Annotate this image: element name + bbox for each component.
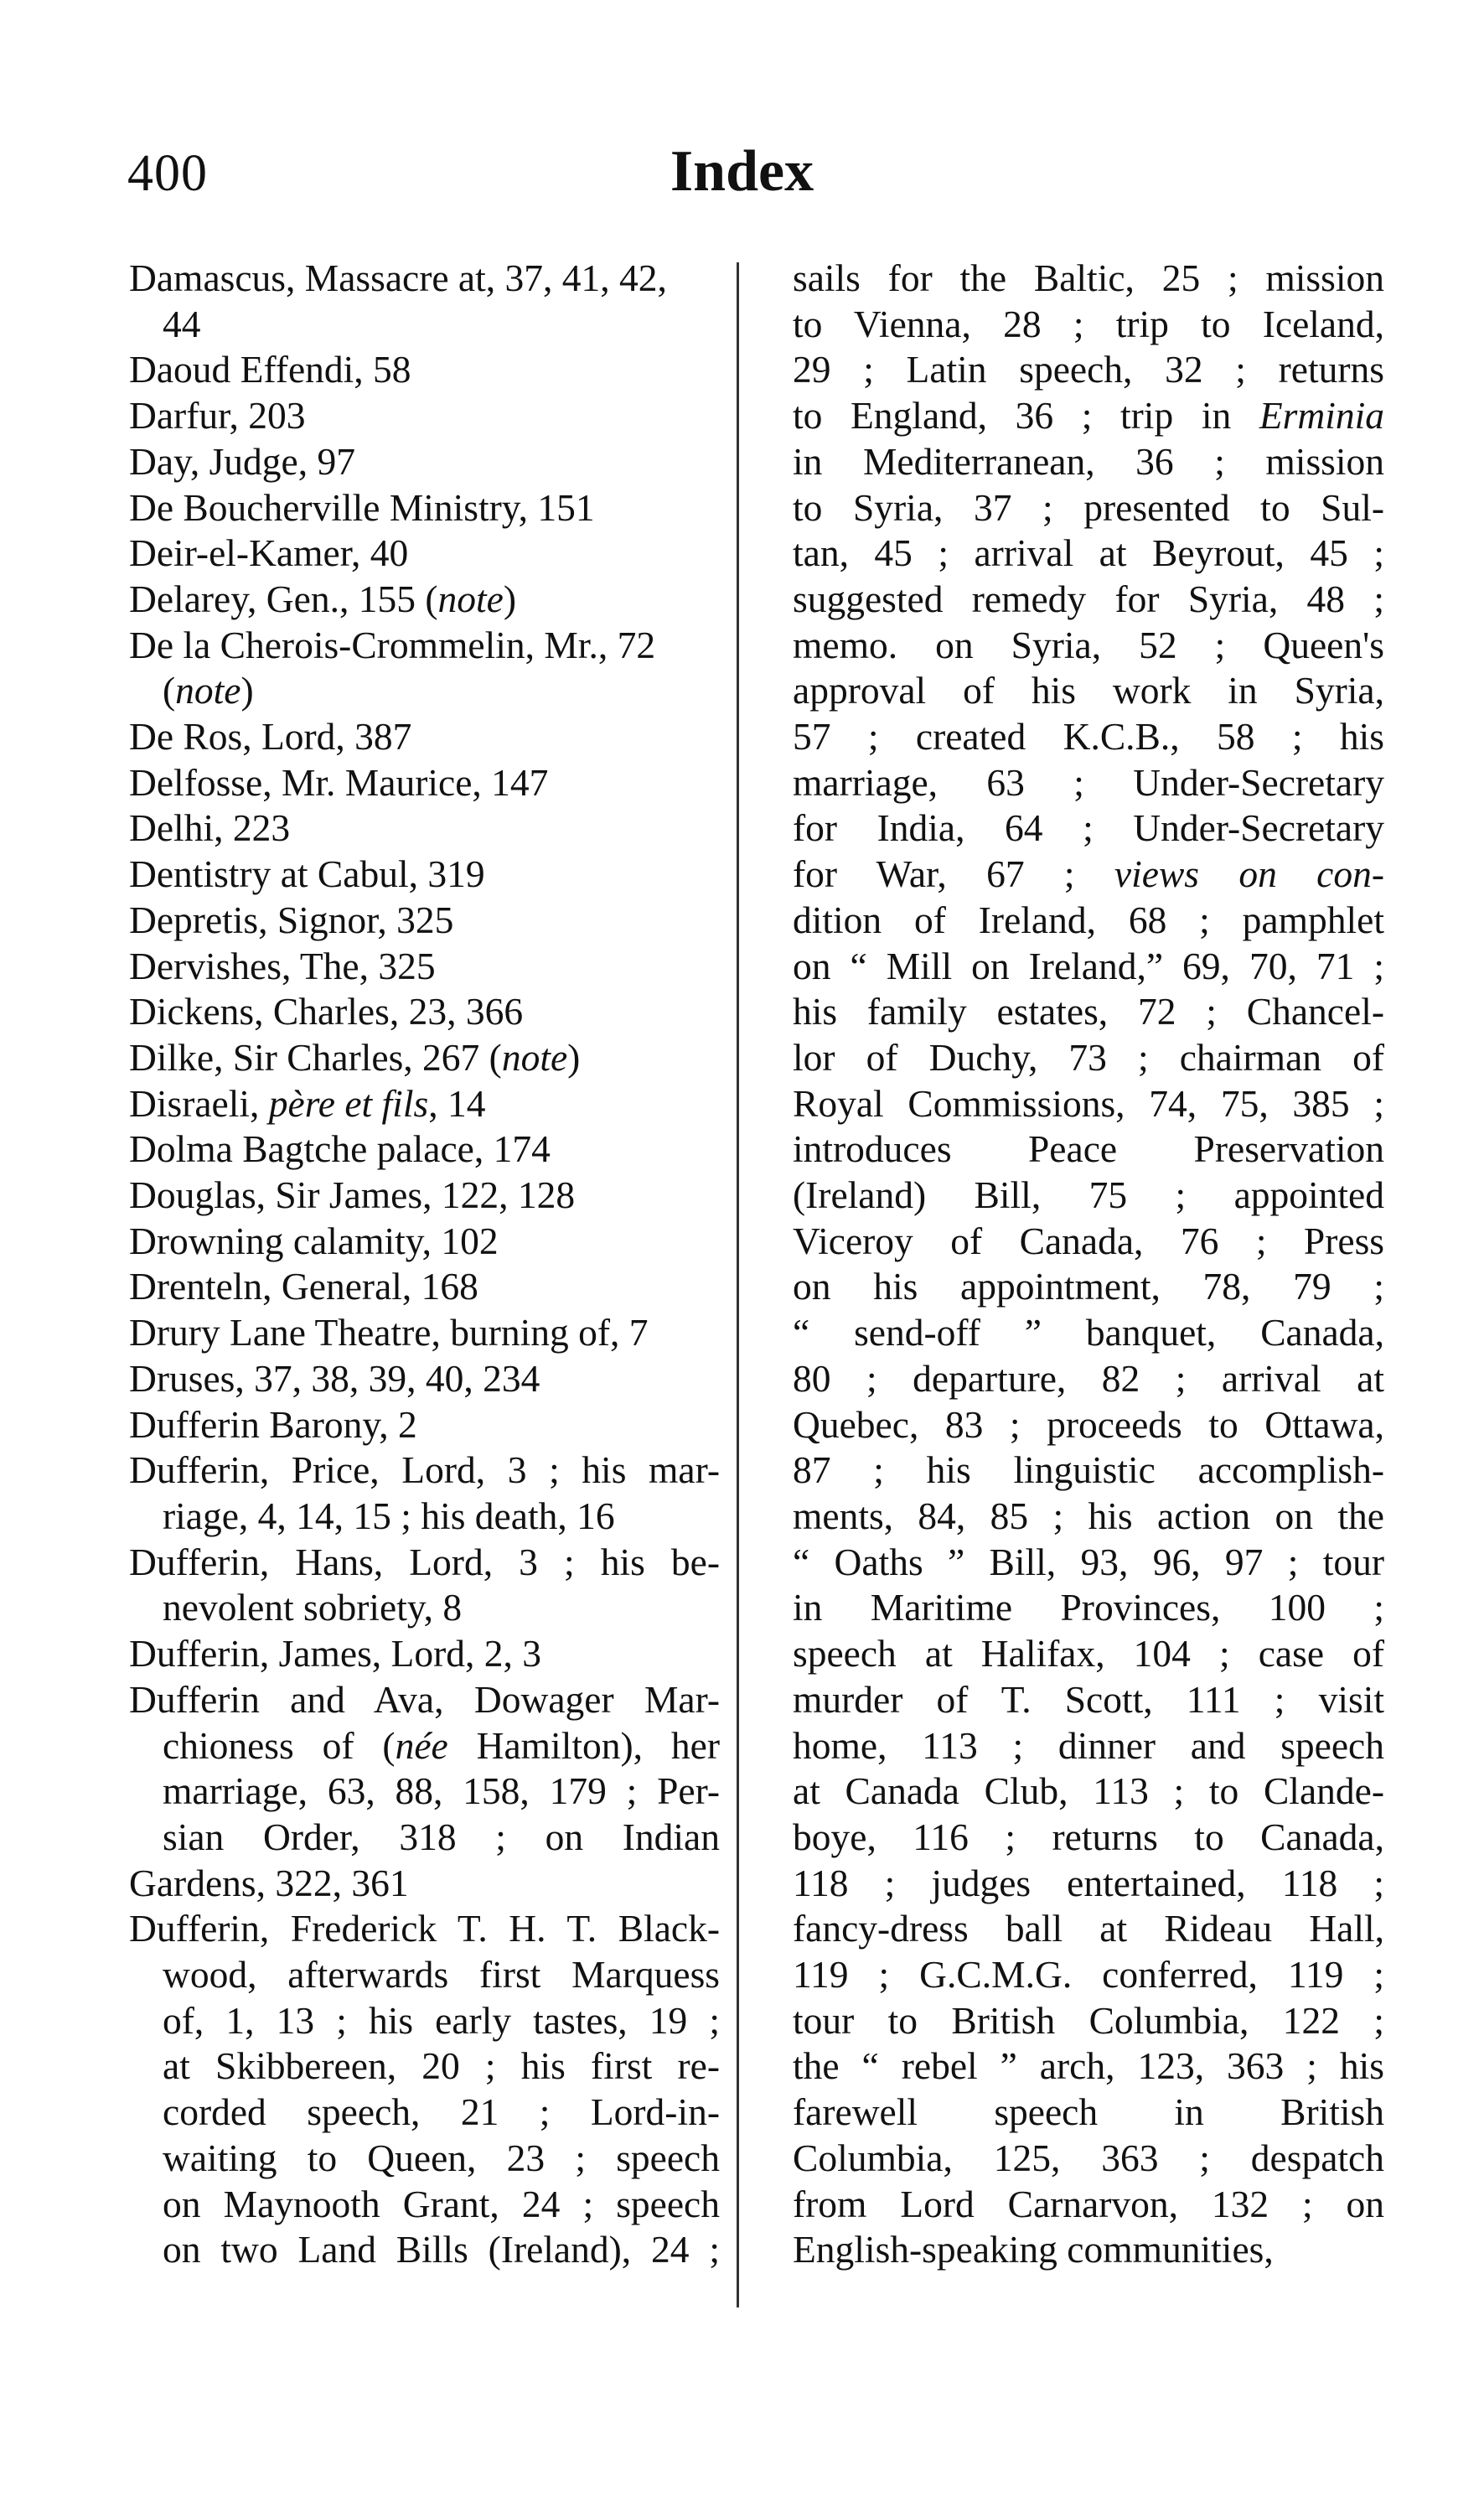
index-line: [129, 760, 720, 806]
index-line: [129, 898, 720, 944]
line-text: corded speech, 21 ; Lord-in-: [163, 2090, 720, 2134]
index-line: [129, 1585, 720, 1631]
index-line: [129, 1264, 720, 1310]
line-text: at Skibbereen, 20 ; his first re-: [163, 2044, 720, 2088]
line-text: sian Order, 318 ; on Indian: [163, 1815, 720, 1858]
index-line: [129, 347, 720, 393]
line-text: Disraeli,: [129, 1081, 269, 1125]
index-line: [129, 1448, 720, 1494]
line-text: De Boucherville Ministry, 151: [129, 485, 595, 529]
index-line: [129, 1677, 720, 1723]
index-line: [793, 1035, 1384, 1081]
index-line: [129, 1998, 720, 2044]
index-line: [793, 1540, 1384, 1586]
index-line: [793, 256, 1384, 302]
index-line: [129, 668, 720, 714]
line-text: (: [163, 669, 176, 712]
index-line: [793, 1585, 1384, 1631]
line-text: Dilke, Sir Charles, 267 (: [129, 1035, 502, 1079]
italic-text: note: [501, 1035, 568, 1079]
index-line: [793, 531, 1384, 577]
index-line: [129, 1081, 720, 1127]
line-text: 119 ; G.C.M.G. conferred, 119 ;: [793, 1953, 1384, 1997]
index-line: [793, 1356, 1384, 1402]
index-line: [793, 439, 1384, 485]
index-line: [793, 302, 1384, 348]
index-line: [129, 393, 720, 439]
index-line: [793, 2227, 1384, 2273]
line-text: Drenteln, General, 168: [129, 1265, 478, 1308]
index-line: [129, 577, 720, 623]
line-text: boye, 116 ; returns to Canada,: [793, 1815, 1384, 1858]
index-line: [793, 668, 1384, 714]
index-line: [129, 1173, 720, 1219]
index-line: [129, 1631, 720, 1677]
index-line: [129, 989, 720, 1035]
index-line: [793, 1906, 1384, 1952]
line-text: Quebec, 83 ; proceeds to Ottawa,: [793, 1402, 1384, 1446]
index-line: [793, 852, 1384, 898]
italic-text: née: [395, 1723, 448, 1767]
index-line: [129, 1310, 720, 1356]
index-line: [793, 1081, 1384, 1127]
line-text: Dentistry at Cabul, 319: [129, 852, 485, 896]
line-text: Dufferin, James, Lord, 2, 3: [129, 1632, 541, 1676]
line-text: Dufferin and Ava, Dowager Mar-: [129, 1677, 720, 1721]
line-text: Dickens, Charles, 23, 366: [129, 990, 524, 1033]
line-text: Delhi, 223: [129, 806, 291, 850]
line-text: wood, afterwards first Marquess: [163, 1953, 720, 1997]
index-right-column: [793, 256, 1384, 2273]
line-text: speech at Halifax, 104 ; case of: [793, 1632, 1384, 1676]
index-line: [793, 898, 1384, 944]
index-line: [129, 2182, 720, 2228]
line-text: (Ireland) Bill, 75 ; appointed: [793, 1173, 1384, 1217]
index-line: [793, 944, 1384, 990]
line-text: Viceroy of Canada, 76 ; Press: [793, 1219, 1384, 1262]
line-text: Dolma Bagtche palace, 174: [129, 1127, 551, 1171]
line-text: from Lord Carnarvon, 132 ; on: [793, 2182, 1384, 2225]
line-text: for War, 67 ;: [793, 852, 1114, 896]
line-text: to England, 36 ; trip in: [793, 394, 1259, 438]
index-line: [793, 1815, 1384, 1861]
index-line: [129, 1219, 720, 1265]
line-text: Royal Commissions, 74, 75, 385 ;: [793, 1081, 1384, 1125]
index-line: [129, 531, 720, 577]
index-line: [793, 347, 1384, 393]
line-text: home, 113 ; dinner and speech: [793, 1723, 1384, 1767]
line-text: Gardens, 322, 361: [129, 1861, 409, 1904]
index-line: [129, 944, 720, 990]
line-text: 118 ; judges entertained, 118 ;: [793, 1861, 1384, 1904]
line-text: suggested remedy for Syria, 48 ;: [793, 577, 1384, 620]
line-text: tour to British Columbia, 122 ;: [793, 1998, 1384, 2042]
index-line: [793, 1861, 1384, 1907]
line-text: murder of T. Scott, 111 ; visit: [793, 1677, 1384, 1721]
index-line: [129, 1035, 720, 1081]
index-line: [793, 2136, 1384, 2182]
line-text: fancy-dress ball at Rideau Hall,: [793, 1907, 1384, 1950]
column-divider: [737, 262, 739, 2307]
index-line: [793, 1219, 1384, 1265]
index-line: [129, 256, 720, 302]
line-text: ): [567, 1035, 581, 1079]
italic-text: note: [437, 577, 504, 620]
index-line: [129, 852, 720, 898]
line-text: on his appointment, 78, 79 ;: [793, 1265, 1384, 1308]
line-text: Darfur, 203: [129, 394, 306, 438]
italic-text: père et fils: [268, 1081, 429, 1125]
line-text: Dufferin, Price, Lord, 3 ; his mar-: [129, 1448, 720, 1492]
index-line: [793, 1402, 1384, 1448]
index-line: [129, 714, 720, 760]
line-text: Drury Lane Theatre, burning of, 7: [129, 1311, 649, 1354]
line-text: his family estates, 72 ; Chancel-: [793, 990, 1384, 1033]
page-number: 400: [127, 145, 208, 202]
line-text: to Vienna, 28 ; trip to Iceland,: [793, 302, 1384, 345]
line-text: Dufferin, Frederick T. H. T. Black-: [129, 1907, 720, 1950]
line-text: introduces Peace Preservation: [793, 1127, 1384, 1171]
line-text: lor of Duchy, 73 ; chairman of: [793, 1035, 1384, 1079]
line-text: , 14: [428, 1081, 486, 1125]
index-line: [129, 1356, 720, 1402]
line-text: “ send-off ” banquet, Canada,: [793, 1311, 1384, 1354]
italic-text: views on con-: [1114, 852, 1385, 896]
index-line: [793, 1173, 1384, 1219]
line-text: ments, 84, 85 ; his action on the: [793, 1494, 1384, 1537]
index-line: [793, 1631, 1384, 1677]
line-text: Daoud Effendi, 58: [129, 348, 411, 391]
line-text: of, 1, 13 ; his early tastes, 19 ;: [163, 1998, 720, 2042]
line-text: in Maritime Provinces, 100 ;: [793, 1586, 1384, 1629]
index-line: [129, 805, 720, 852]
index-line: [129, 623, 720, 669]
line-text: on two Land Bills (Ireland), 24 ;: [163, 2228, 720, 2271]
line-text: 87 ; his linguistic accomplish-: [793, 1448, 1384, 1492]
line-text: Delfosse, Mr. Maurice, 147: [129, 760, 549, 804]
index-line: [793, 1494, 1384, 1540]
index-line: [129, 2136, 720, 2182]
line-text: Depretis, Signor, 325: [129, 898, 454, 941]
page-title: Index: [670, 139, 814, 204]
index-line: [129, 1906, 720, 1952]
index-line: [793, 1723, 1384, 1769]
index-line: [793, 1769, 1384, 1815]
line-text: 44: [163, 302, 201, 345]
line-text: Drowning calamity, 102: [129, 1219, 499, 1262]
index-line: [793, 1448, 1384, 1494]
line-text: memo. on Syria, 52 ; Queen's: [793, 623, 1384, 666]
line-text: approval of his work in Syria,: [793, 669, 1384, 712]
index-line: [129, 1494, 720, 1540]
index-line: [129, 1540, 720, 1586]
italic-text: Erminia: [1259, 394, 1384, 438]
line-text: ): [503, 577, 516, 620]
line-text: for India, 64 ; Under-Secretary: [793, 806, 1384, 850]
line-text: Hamilton), her: [447, 1723, 721, 1767]
index-line: [129, 1861, 720, 1907]
index-line: [129, 1952, 720, 1998]
line-text: Day, Judge, 97: [129, 439, 356, 483]
line-text: 57 ; created K.C.B., 58 ; his: [793, 715, 1384, 759]
line-text: nevolent sobriety, 8: [163, 1586, 463, 1629]
line-text: Douglas, Sir James, 122, 128: [129, 1173, 576, 1217]
line-text: the “ rebel ” arch, 123, 363 ; his: [793, 2044, 1384, 2088]
line-text: at Canada Club, 113 ; to Clande-: [793, 1769, 1384, 1813]
index-line: [793, 989, 1384, 1035]
line-text: Columbia, 125, 363 ; despatch: [793, 2136, 1384, 2179]
index-line: [129, 485, 720, 531]
index-line: [129, 1769, 720, 1815]
line-text: De la Cherois-Crommelin, Mr., 72: [129, 623, 656, 666]
line-text: marriage, 63, 88, 158, 179 ; Per-: [163, 1769, 720, 1813]
italic-text: note: [175, 669, 241, 712]
index-line: [793, 1998, 1384, 2044]
index-line: [129, 1127, 720, 1173]
index-line: [793, 1310, 1384, 1356]
index-line: [129, 2043, 720, 2090]
line-text: English-speaking communities,: [793, 2228, 1274, 2271]
index-line: [129, 1815, 720, 1861]
line-text: to Syria, 37 ; presented to Sul-: [793, 485, 1384, 529]
index-line: [793, 1127, 1384, 1173]
line-text: Dufferin Barony, 2: [129, 1402, 417, 1446]
line-text: on Maynooth Grant, 24 ; speech: [163, 2182, 720, 2225]
line-text: marriage, 63 ; Under-Secretary: [793, 760, 1384, 804]
index-line: [793, 623, 1384, 669]
index-line: [793, 2182, 1384, 2228]
index-line: [793, 805, 1384, 852]
line-text: 29 ; Latin speech, 32 ; returns: [793, 348, 1384, 391]
line-text: ): [240, 669, 254, 712]
index-line: [129, 2090, 720, 2136]
index-left-column: [129, 256, 720, 2273]
line-text: in Mediterranean, 36 ; mission: [793, 439, 1384, 483]
index-line: [793, 485, 1384, 531]
line-text: riage, 4, 14, 15 ; his death, 16: [163, 1494, 615, 1537]
line-text: on “ Mill on Ireland,” 69, 70, 71 ;: [793, 944, 1384, 987]
index-line: [793, 577, 1384, 623]
index-line: [129, 2227, 720, 2273]
line-text: 80 ; departure, 82 ; arrival at: [793, 1356, 1384, 1400]
line-text: dition of Ireland, 68 ; pamphlet: [793, 898, 1384, 941]
index-line: [129, 439, 720, 485]
index-line: [793, 393, 1384, 439]
line-text: tan, 45 ; arrival at Beyrout, 45 ;: [793, 531, 1384, 575]
index-line: [793, 1677, 1384, 1723]
line-text: chioness of (: [163, 1723, 396, 1767]
line-text: Damascus, Massacre at, 37, 41, 42,: [129, 256, 667, 299]
index-line: [129, 1723, 720, 1769]
line-text: farewell speech in British: [793, 2090, 1384, 2134]
index-line: [793, 760, 1384, 806]
index-line: [129, 1402, 720, 1448]
line-text: Delarey, Gen., 155 (: [129, 577, 438, 620]
index-line: [793, 2090, 1384, 2136]
line-text: Dufferin, Hans, Lord, 3 ; his be-: [129, 1540, 720, 1583]
index-line: [793, 1264, 1384, 1310]
line-text: “ Oaths ” Bill, 93, 96, 97 ; tour: [793, 1540, 1384, 1583]
line-text: De Ros, Lord, 387: [129, 715, 412, 759]
line-text: Deir-el-Kamer, 40: [129, 531, 409, 575]
line-text: sails for the Baltic, 25 ; mission: [793, 256, 1384, 299]
index-line: [793, 1952, 1384, 1998]
index-line: [793, 714, 1384, 760]
index-line: [793, 2043, 1384, 2090]
line-text: Druses, 37, 38, 39, 40, 234: [129, 1356, 540, 1400]
index-line: [129, 302, 720, 348]
line-text: Dervishes, The, 325: [129, 944, 436, 987]
line-text: waiting to Queen, 23 ; speech: [163, 2136, 720, 2179]
